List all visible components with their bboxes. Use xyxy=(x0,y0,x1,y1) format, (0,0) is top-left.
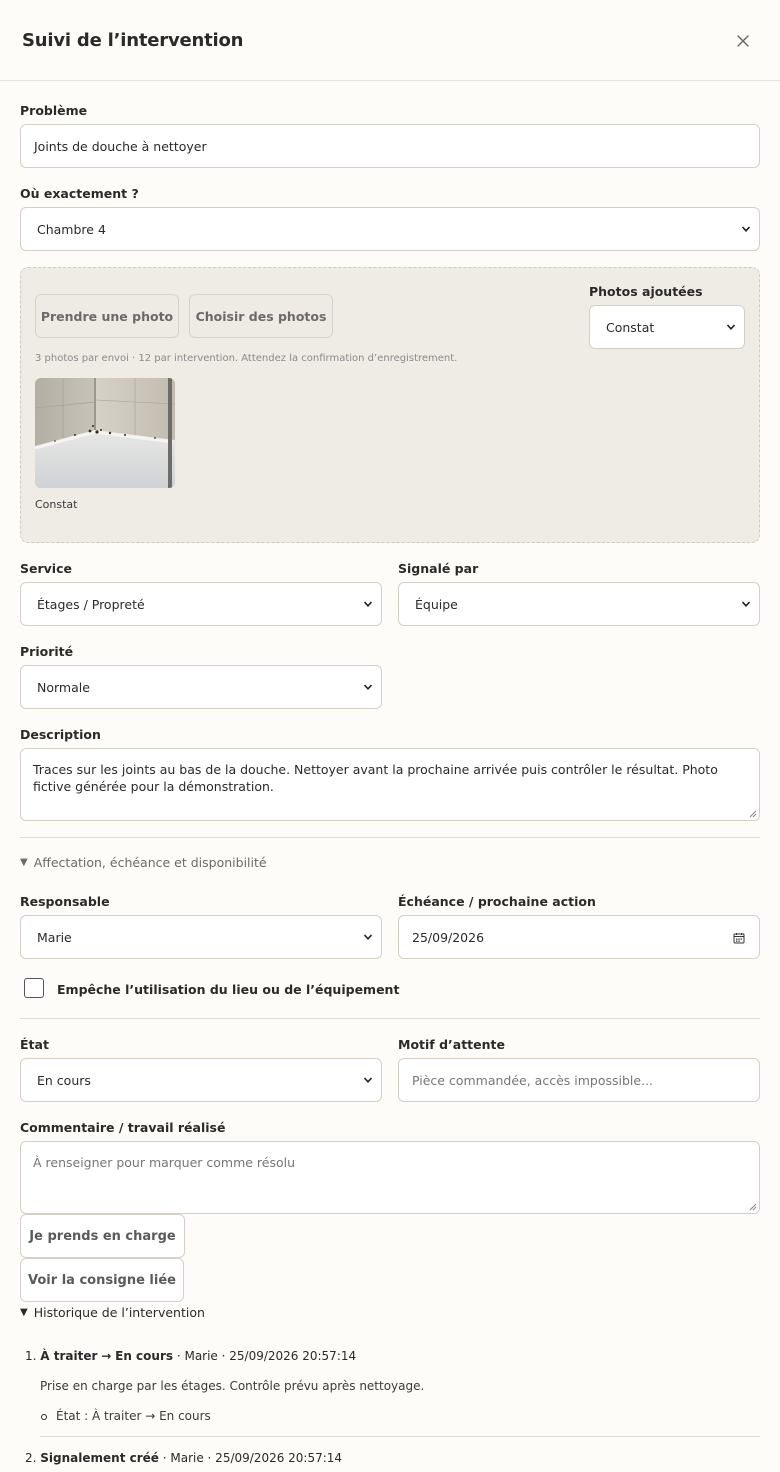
assignment-toggle[interactable] xyxy=(20,855,267,870)
divider xyxy=(40,1436,760,1437)
see-instruction-button[interactable]: Voir la consigne liée xyxy=(20,1258,184,1302)
history-item-number: 2. xyxy=(25,1451,37,1465)
comment-label: Commentaire / travail réalisé xyxy=(20,1120,226,1135)
wait-reason-label: Motif d’attente xyxy=(398,1037,505,1052)
calendar-icon[interactable] xyxy=(733,932,745,944)
priority-label: Priorité xyxy=(20,644,74,659)
wait-reason-placeholder: Pièce commandée, accès impossible... xyxy=(412,1072,654,1088)
assignee-select[interactable] xyxy=(20,915,382,959)
history-item-from: À traiter xyxy=(40,1349,98,1363)
photos-added-select[interactable] xyxy=(589,305,745,349)
photos-added-label: Photos ajoutées xyxy=(589,284,703,299)
history-summary-label: Historique de l’intervention xyxy=(33,1305,205,1320)
history-item-meta: · Marie · 25/09/2026 20:57:14 xyxy=(158,1451,343,1465)
chevron-down-icon xyxy=(726,322,736,332)
take-charge-button[interactable]: Je prends en charge xyxy=(20,1214,185,1258)
resize-handle-icon[interactable] xyxy=(749,1203,757,1211)
take-photo-button[interactable]: Prendre une photo xyxy=(35,294,179,338)
wait-reason-input[interactable] xyxy=(398,1058,760,1102)
list-bullet-icon xyxy=(41,1414,47,1420)
assignee-label: Responsable xyxy=(20,894,110,909)
close-icon[interactable] xyxy=(732,30,754,52)
chevron-down-icon xyxy=(363,599,373,609)
history-item-to: En cours xyxy=(115,1349,174,1363)
probleme-value: Joints de douche à nettoyer xyxy=(34,138,207,154)
status-label: État xyxy=(20,1037,49,1052)
reported-by-label: Signalé par xyxy=(398,561,479,576)
blocks-usage-label: Empêche l’utilisation du lieu ou de l’équipement xyxy=(57,982,400,997)
history-item-title: Signalement créé xyxy=(40,1451,159,1465)
description-label: Description xyxy=(20,727,101,742)
location-value: Chambre 4 xyxy=(37,221,106,237)
triangle-down-icon: ▼ xyxy=(20,1307,28,1318)
photo-panel xyxy=(20,267,760,543)
service-select[interactable] xyxy=(20,582,382,626)
divider xyxy=(20,837,760,838)
chevron-down-icon xyxy=(741,224,751,234)
probleme-input[interactable] xyxy=(20,124,760,168)
choose-photos-button[interactable]: Choisir des photos xyxy=(189,294,333,338)
due-date-input[interactable] xyxy=(398,915,760,959)
photo-caption: Constat xyxy=(35,498,78,511)
service-label: Service xyxy=(20,561,72,576)
history-item xyxy=(25,1451,342,1465)
chevron-down-icon xyxy=(363,682,373,692)
photo-thumbnail[interactable] xyxy=(35,378,175,488)
status-select[interactable] xyxy=(20,1058,382,1102)
chevron-down-icon xyxy=(363,932,373,942)
history-item-arrow: → xyxy=(101,1349,112,1363)
blocks-usage-checkbox[interactable] xyxy=(24,978,44,998)
dialog-title: Suivi de l’intervention xyxy=(22,30,244,51)
location-select[interactable] xyxy=(20,207,760,251)
assignment-summary-label: Affectation, échéance et disponibilité xyxy=(33,855,267,870)
history-item-meta: · Marie · 25/09/2026 20:57:14 xyxy=(173,1349,357,1363)
history-toggle[interactable] xyxy=(20,1305,205,1320)
probleme-label: Problème xyxy=(20,103,88,118)
description-textarea[interactable] xyxy=(20,748,760,821)
priority-value: Normale xyxy=(37,679,90,695)
history-item xyxy=(25,1349,356,1363)
reported-by-select[interactable] xyxy=(398,582,760,626)
history-item-change: État : À traiter → En cours xyxy=(56,1409,211,1423)
due-date-value: 25/09/2026 xyxy=(412,929,485,945)
priority-select[interactable] xyxy=(20,665,382,709)
due-date-label: Échéance / prochaine action xyxy=(398,894,596,909)
description-value: Traces sur les joints au bas de la douche. Nettoyer avant la prochaine arrivée puis contrôler le résultat. Photo fictive générée pour la démonstration. xyxy=(33,762,718,794)
divider xyxy=(20,1018,760,1019)
photo-hint: 3 photos par envoi · 12 par intervention. Attendez la confirmation d’enregistrement. xyxy=(35,353,458,364)
photos-added-value: Constat xyxy=(606,319,655,335)
chevron-down-icon xyxy=(363,1075,373,1085)
dialog-header xyxy=(0,0,780,81)
chevron-down-icon xyxy=(741,599,751,609)
status-value: En cours xyxy=(37,1072,91,1088)
history-item-number: 1. xyxy=(25,1349,37,1363)
triangle-down-icon: ▼ xyxy=(20,857,28,868)
service-value: Étages / Propreté xyxy=(37,596,145,612)
history-item-note: Prise en charge par les étages. Contrôle prévu après nettoyage. xyxy=(40,1379,425,1393)
resize-handle-icon[interactable] xyxy=(749,810,757,818)
comment-textarea[interactable] xyxy=(20,1141,760,1214)
assignee-value: Marie xyxy=(37,929,72,945)
location-label: Où exactement ? xyxy=(20,186,139,201)
reported-by-value: Équipe xyxy=(415,596,458,612)
comment-placeholder: À renseigner pour marquer comme résolu xyxy=(33,1155,296,1170)
